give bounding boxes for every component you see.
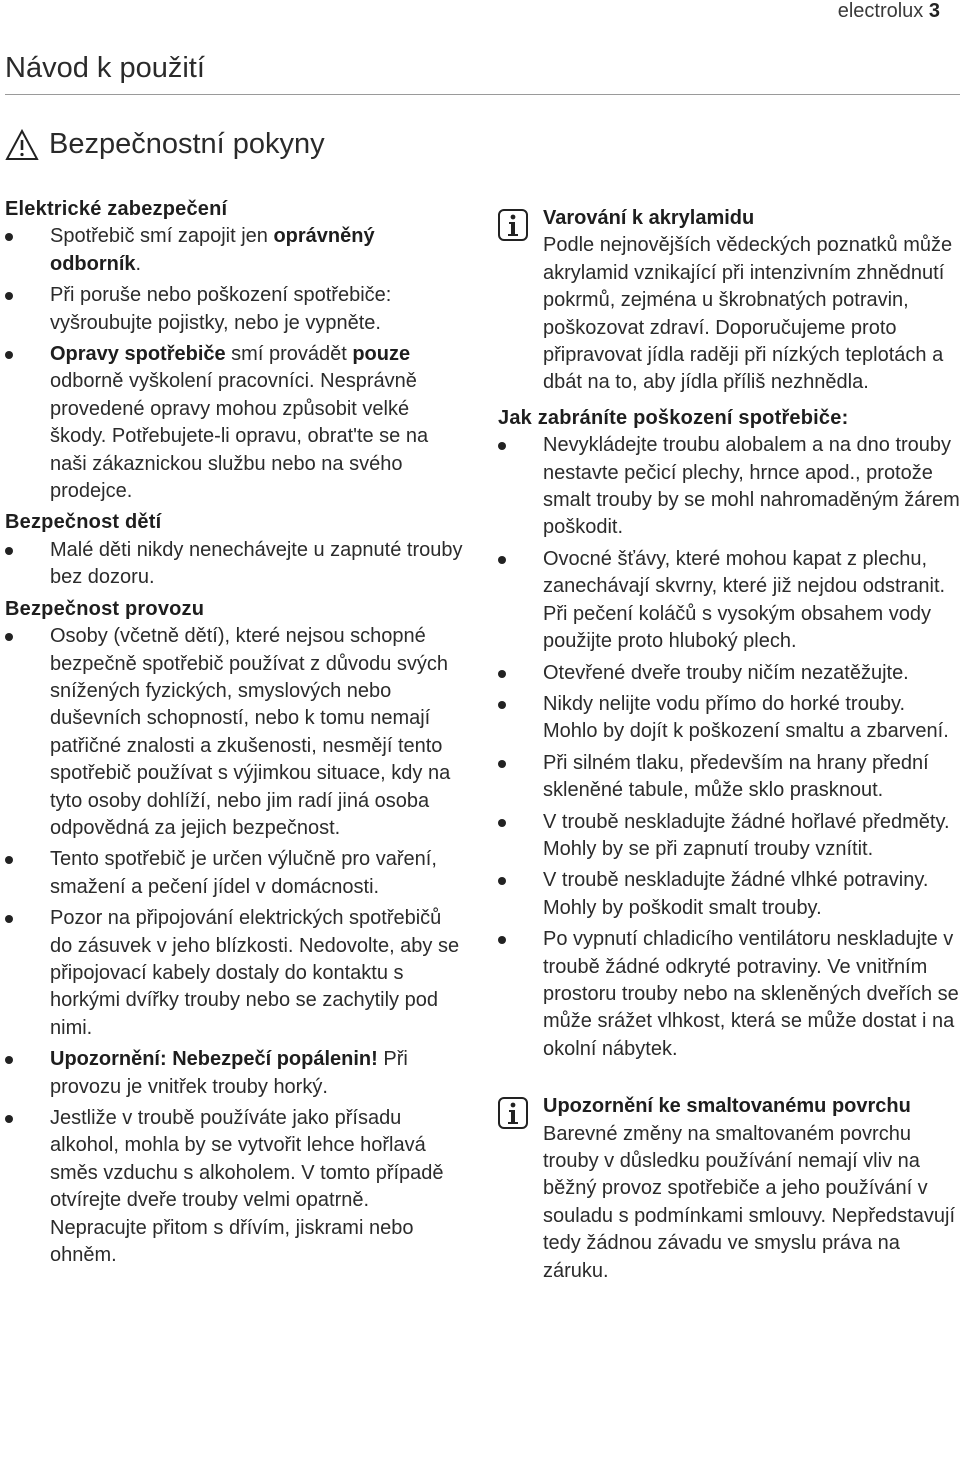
enamel-note [498, 1093, 960, 1285]
enamel-title: Upozornění ke smaltovanému povrchu [543, 1095, 911, 1118]
bullet-icon [5, 915, 13, 923]
section-title: Bezpečnostní pokyny [49, 128, 325, 160]
acrylamide-title: Varování k akrylamidu [543, 207, 755, 229]
title-divider [5, 94, 960, 95]
page-header [838, 0, 940, 23]
warning-triangle-icon [5, 129, 39, 161]
list-item: Nikdy nelijte vodu přímo do horké trouby. Mohlo by dojít k poškození smaltu a zbarvení. [498, 691, 960, 746]
info-icon [498, 1097, 528, 1129]
brand-name: electrolux [837, 0, 924, 22]
appliance-damage-list [498, 432, 960, 1063]
operation-safety-list [5, 623, 467, 1269]
list-item: Po vypnutí chladicího ventilátoru neskladujte v troubě žádné odkryté potraviny. Ve vnitřním prostoru trouby nebo na skleněných dveřích se může srážet vlhkost, která se může dostat i na okolní nábytek. [498, 926, 960, 1063]
bullet-icon [5, 1115, 13, 1123]
enamel-text: Barevné změny na smaltovaném povrchu trouby v důsledku používání nemají vliv na běžný provoz spotřebiče a jeho používání v souladu s podmínkami smlouvy. Nepředstavují tedy žádnou závadu ve smyslu práva na záruku. [543, 1122, 956, 1282]
right-column [498, 205, 960, 1285]
electrical-safety-list [5, 223, 467, 505]
bullet-icon [5, 1056, 13, 1064]
list-item: Osoby (včetně dětí), které nejsou schopné bezpečně spotřebič používat z důvodu svých snížených fyzických, smyslových nebo duševních schopností, nebo k tomu nemají patřičné znalosti a zkušenosti, nesmějí tento spotřebič používat s výjimkou situace, kdy na tyto osoby dohlíží, nebo jim radí jiná osoba odpovědná za jejich bezpečnost. [5, 623, 467, 842]
electrical-safety-heading: Elektrické zabezpečení [5, 198, 228, 220]
list-item: Opravy spotřebiče smí provádět pouze odborně vyškolení pracovníci. Nesprávně provedené opravy mohou způsobit velké škody. Potřebujete-li opravu, obrat'te se na naši zákaznickou službu nebo na svého prodejce. [5, 341, 467, 505]
bullet-icon [5, 292, 13, 300]
left-column [5, 196, 467, 1273]
child-safety-heading: Bezpečnost dětí [5, 511, 162, 534]
bullet-icon [498, 556, 506, 564]
bullet-icon [5, 547, 13, 555]
list-item: Ovocné šťávy, které mohou kapat z plechu, zanechávají skvrny, které již nejdou odstranit. Při pečení koláčů s vysokým obsahem vody použijte proto hluboký plech. [498, 546, 960, 656]
operation-safety-heading: Bezpečnost provozu [5, 597, 205, 620]
info-icon [498, 209, 528, 241]
bullet-icon [5, 233, 13, 241]
list-item: Malé děti nikdy nenechávejte u zapnuté trouby bez dozoru. [5, 537, 467, 592]
bullet-icon [498, 701, 506, 709]
page-title: Návod k použití [5, 52, 205, 84]
list-item: Při silném tlaku, především na hrany přední skleněné tabule, může sklo prasknout. [498, 750, 960, 805]
appliance-damage-heading: Jak zabráníte poškození spotřebiče: [498, 406, 849, 429]
acrylamide-text: Podle nejnovějších vědeckých poznatků může akrylamid vznikající při intenzivním zhnědnutí pokrmů, zejména u škrobnatých potravin, poškozovat zdraví. Doporučujeme proto připravovat jídla raději při nízkých teplotách a dbát na to, aby jídla příliš nezhnědla. [543, 234, 953, 394]
bullet-icon [498, 877, 506, 885]
section-heading [5, 128, 325, 161]
page-number: 3 [928, 0, 940, 22]
list-item: Při poruše nebo poškození spotřebiče: vyšroubujte pojistky, nebo je vypněte. [5, 282, 467, 337]
bullet-icon [498, 442, 506, 450]
list-item: Nevykládejte troubu alobalem a na dno trouby nestavte pečicí plechy, hrnce apod., protože smalt trouby by se mohl nahromaděným žárem poškodit. [498, 432, 960, 542]
list-item: V troubě neskladujte žádné hořlavé předměty. Mohly by se při zapnutí trouby vznítit. [498, 809, 960, 864]
list-item: Upozornění: Nebezpečí popálenin! Při provozu je vnitřek trouby horký. [5, 1046, 467, 1101]
list-item: Pozor na připojování elektrických spotřebičů do zásuvek v jeho blízkosti. Nedovolte, aby se připojovací kabely dostaly do kontaktu s horkými dvířky trouby nebo se zachytily pod nimi. [5, 905, 467, 1042]
list-item: Jestliže v troubě používáte jako přísadu alkohol, mohla by se vytvořit lehce hořlavá směs vzduchu s alkoholem. V tomto případě otvírejte dveře trouby velmi opatrně. Nepracujte přitom s dřívím, jiskrami nebo ohněm. [5, 1105, 467, 1269]
bullet-icon [498, 760, 506, 768]
bullet-icon [5, 856, 13, 864]
list-item: V troubě neskladujte žádné vlhké potraviny. Mohly by poškodit smalt trouby. [498, 867, 960, 922]
bullet-icon [498, 936, 506, 944]
list-item: Tento spotřebič je určen výlučně pro vaření, smažení a pečení jídel v domácnosti. [5, 846, 467, 901]
list-item: Spotřebič smí zapojit jen oprávněný odborník. [5, 223, 467, 278]
child-safety-list [5, 537, 467, 592]
bullet-icon [5, 633, 13, 641]
bullet-icon [498, 670, 506, 678]
bullet-icon [498, 819, 506, 827]
list-item: Otevřené dveře trouby ničím nezatěžujte. [498, 660, 960, 687]
acrylamide-note [498, 205, 960, 397]
bullet-icon [5, 351, 13, 359]
